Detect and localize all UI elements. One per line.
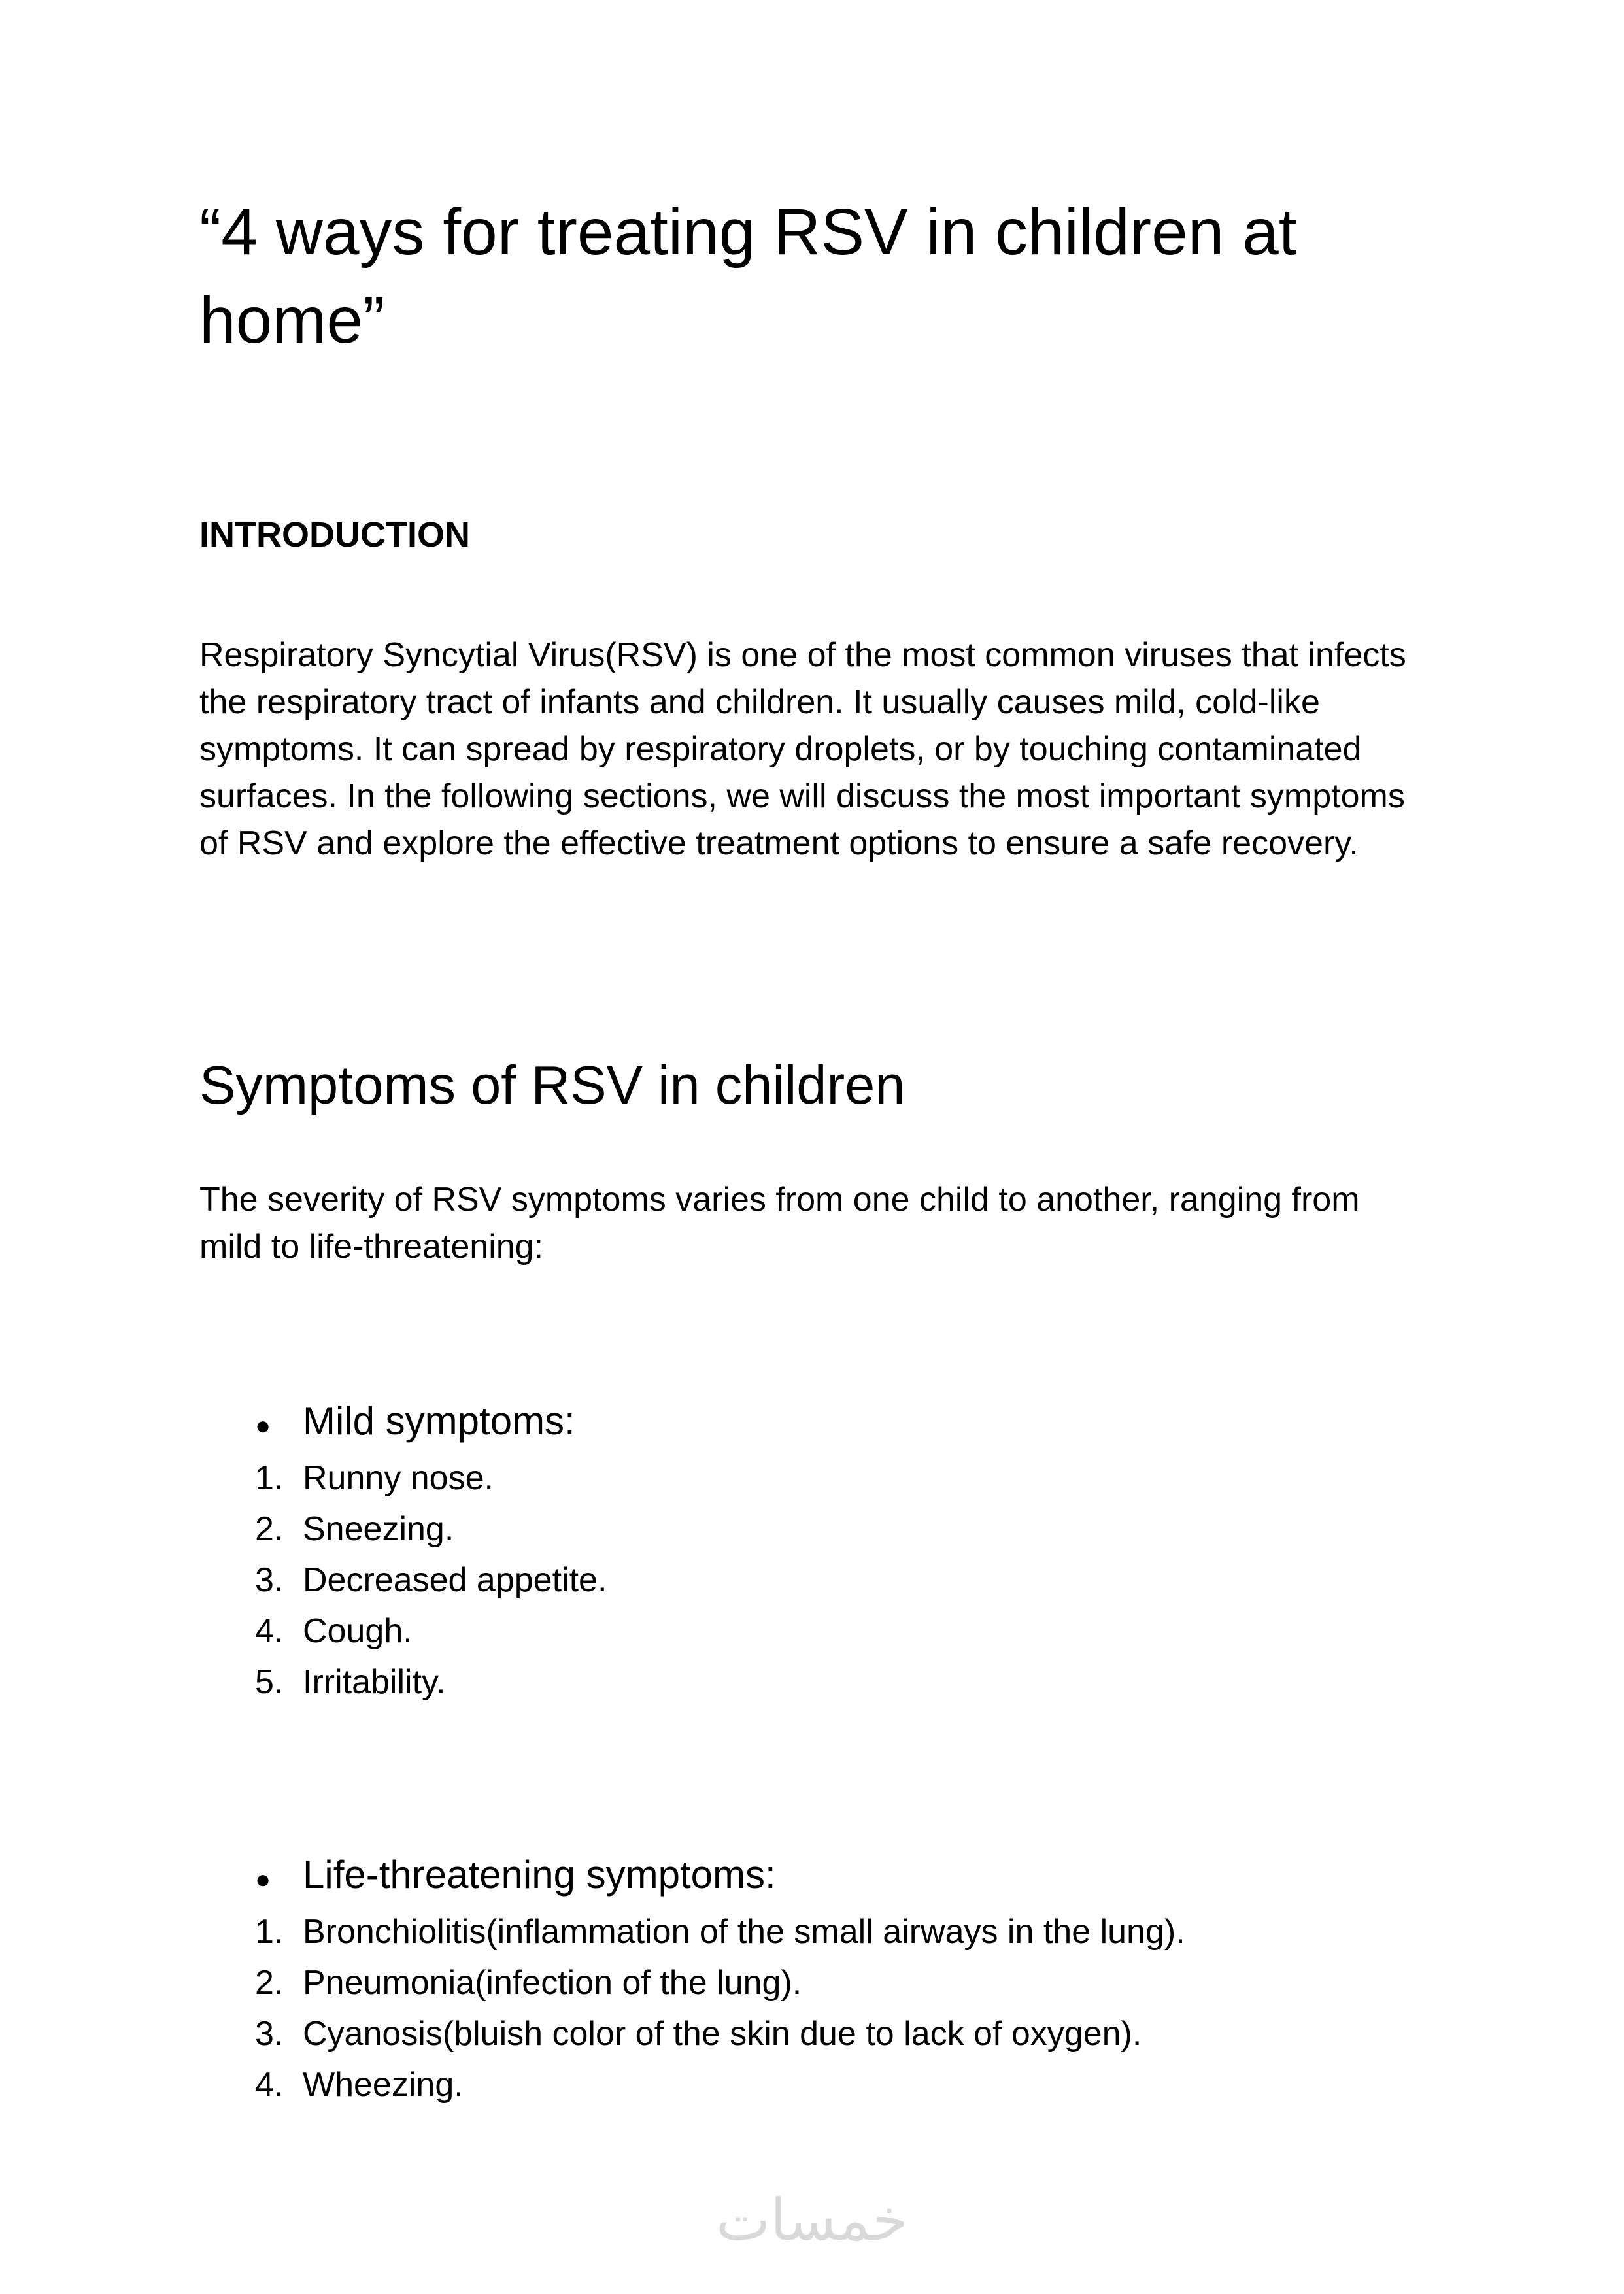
- item-text: Wheezing.: [303, 2066, 464, 2104]
- item-text: Bronchiolitis(inflammation of the small airways in the lung).: [303, 1913, 1185, 1951]
- mild-symptoms-header: [255, 1396, 1428, 1447]
- item-number: 4.: [255, 1612, 284, 1651]
- list-item: [255, 2010, 1428, 2057]
- bullet-icon: ●: [255, 1411, 271, 1441]
- document-title: “4 ways for treating RSV in children at home”: [199, 195, 1297, 357]
- item-text: Runny nose.: [303, 1459, 494, 1498]
- list-item: [255, 1959, 1428, 2006]
- introduction-paragraph: Respiratory Syncytial Virus(RSV) is one of the most common viruses that infects the respiratory tract of infants and children. It usually causes mild, cold-like symptoms. It can spread by respiratory droplets, or by touching contaminated surfaces. In the following sections, we will discuss the most important symptoms of RSV and explore the effective treatment options to ensure a safe recovery.: [199, 636, 1406, 863]
- introduction-heading: INTRODUCTION: [199, 515, 470, 554]
- mild-symptoms-list: [255, 1396, 1428, 1706]
- life-threatening-symptoms-header: [255, 1849, 1428, 1900]
- item-number: 2.: [255, 1510, 284, 1549]
- symptoms-intro-paragraph: The severity of RSV symptoms varies from one child to another, ranging from mild to life-threatening:: [199, 1181, 1360, 1266]
- item-text: Cough.: [303, 1612, 413, 1651]
- item-number: 1.: [255, 1459, 284, 1498]
- item-number: 4.: [255, 2066, 284, 2104]
- list-item: [255, 1557, 1428, 1604]
- bullet-icon: ●: [255, 1865, 271, 1895]
- item-number: 5.: [255, 1663, 284, 1702]
- list-item: [255, 2061, 1428, 2108]
- item-text: Pneumonia(infection of the lung).: [303, 1964, 802, 2002]
- item-text: Sneezing.: [303, 1510, 454, 1549]
- life-threatening-symptoms-list: [255, 1849, 1428, 2108]
- item-text: Cyanosis(bluish color of the skin due to lack of oxygen).: [303, 2015, 1142, 2053]
- list-item: [255, 1659, 1428, 1706]
- khamsat-watermark-logo: خمسات: [716, 2186, 908, 2253]
- list-item: [255, 1506, 1428, 1553]
- symptoms-heading: Symptoms of RSV in children: [199, 1054, 905, 1116]
- item-number: 3.: [255, 1561, 284, 1600]
- item-number: 1.: [255, 1913, 284, 1951]
- list-item: [255, 1455, 1428, 1502]
- mild-symptoms-label: Mild symptoms:: [303, 1399, 575, 1443]
- list-item: [255, 1608, 1428, 1655]
- item-number: 3.: [255, 2015, 284, 2053]
- document-content: [0, 188, 1624, 2108]
- item-text: Decreased appetite.: [303, 1561, 607, 1600]
- list-item: [255, 1908, 1428, 1955]
- item-text: Irritability.: [303, 1663, 446, 1702]
- life-threatening-symptoms-label: Life-threatening symptoms:: [303, 1853, 776, 1897]
- item-number: 2.: [255, 1964, 284, 2002]
